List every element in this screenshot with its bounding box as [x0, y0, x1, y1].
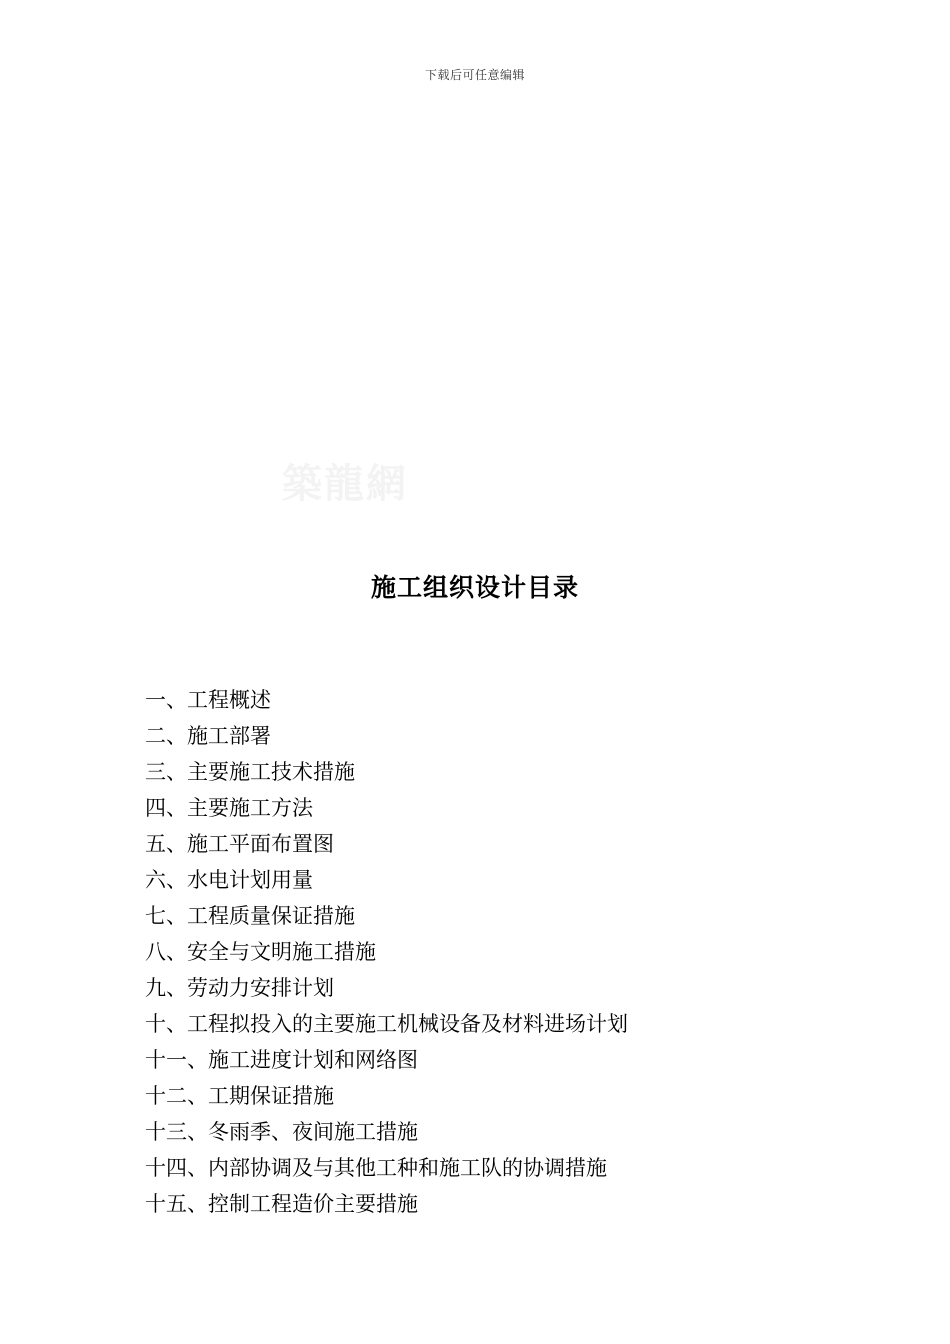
- toc-item-5: 五、施工平面布置图: [145, 832, 334, 856]
- toc-item-4: 四、主要施工方法: [145, 796, 313, 820]
- toc-item-8: 八、安全与文明施工措施: [145, 940, 376, 964]
- toc-item-6: 六、水电计划用量: [145, 868, 313, 892]
- toc-item-10: 十、工程拟投入的主要施工机械设备及材料进场计划: [145, 1012, 628, 1036]
- toc-item-13: 十三、冬雨季、夜间施工措施: [145, 1120, 418, 1144]
- toc-item-14: 十四、内部协调及与其他工种和施工队的协调措施: [145, 1156, 607, 1180]
- toc-item-7: 七、工程质量保证措施: [145, 904, 355, 928]
- watermark-text: 築龍網: [282, 460, 408, 507]
- table-of-contents: [145, 682, 628, 1222]
- toc-item-15: 十五、控制工程造价主要措施: [145, 1192, 418, 1216]
- toc-item-3: 三、主要施工技术措施: [145, 760, 355, 784]
- toc-item-11: 十一、施工进度计划和网络图: [145, 1048, 418, 1072]
- document-title: 施工组织设计目录: [370, 573, 579, 602]
- toc-item-2: 二、施工部署: [145, 724, 271, 748]
- toc-item-9: 九、劳动力安排计划: [145, 976, 334, 1000]
- toc-item-1: 一、工程概述: [145, 688, 271, 712]
- toc-item-12: 十二、工期保证措施: [145, 1084, 334, 1108]
- header-note: 下载后可任意编辑: [424, 68, 525, 82]
